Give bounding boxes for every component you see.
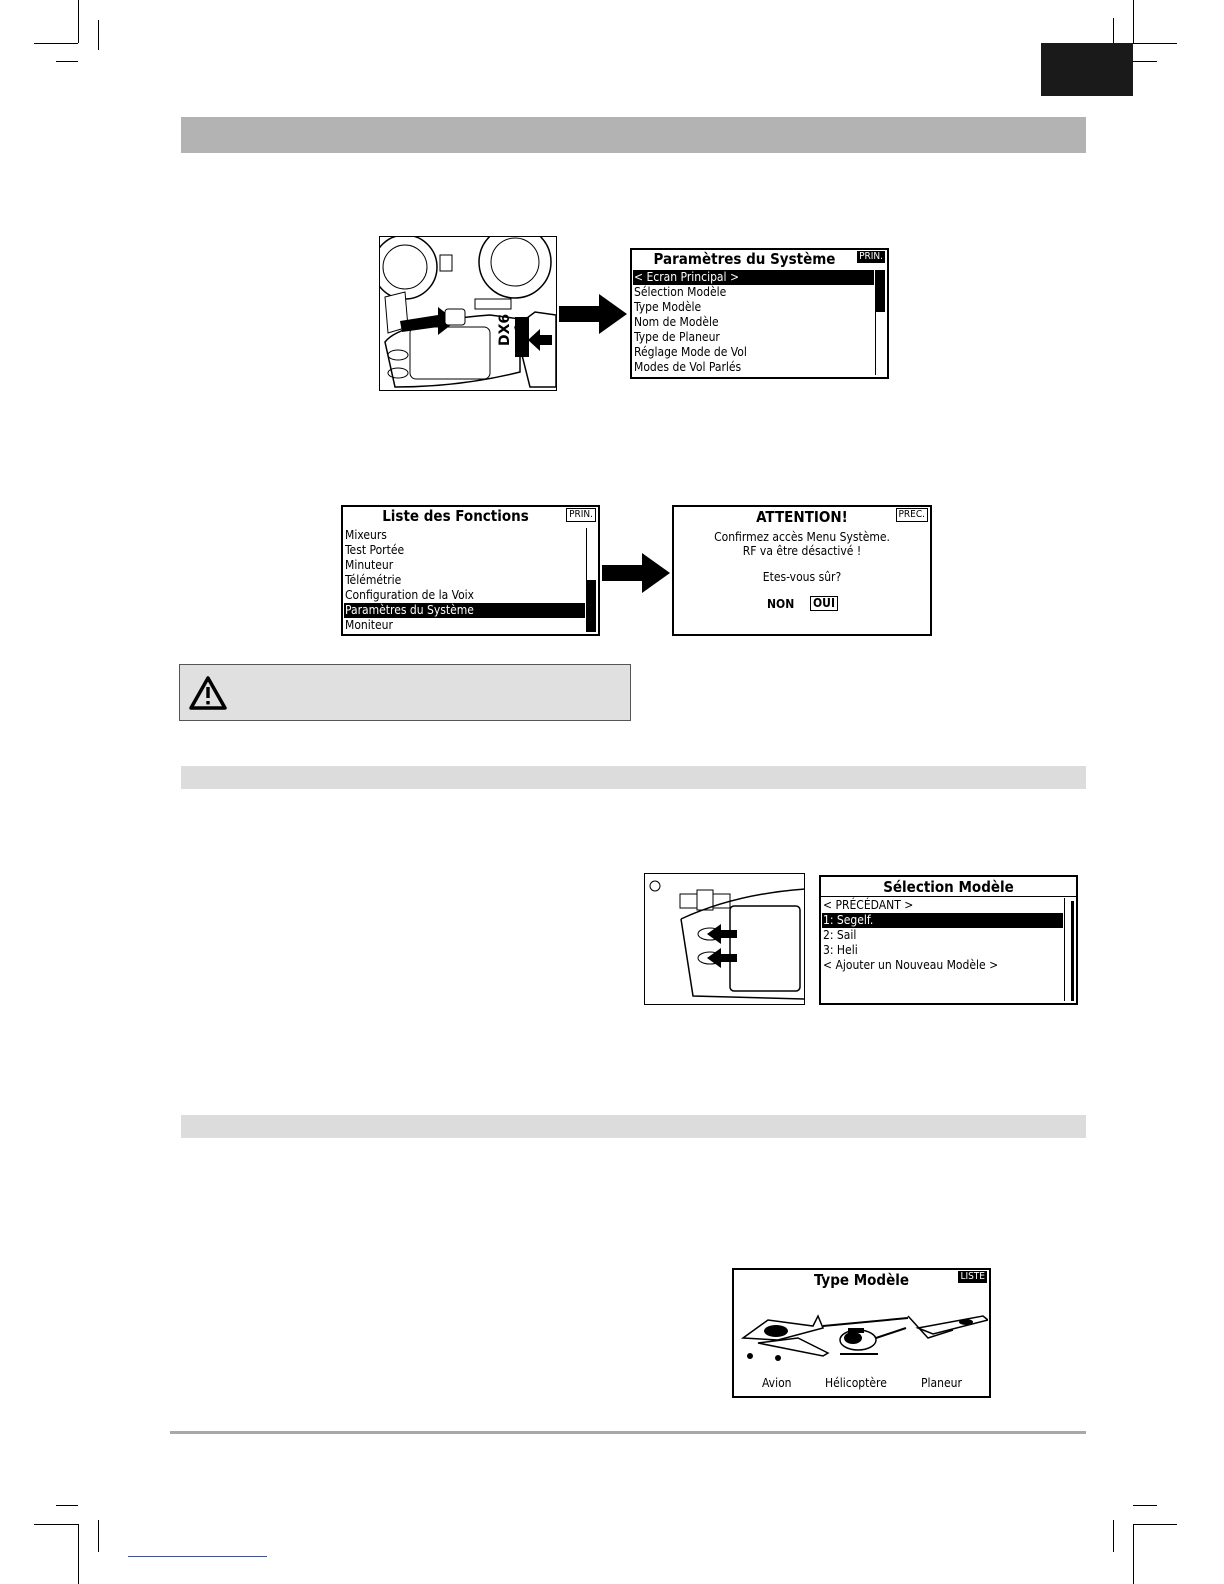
no-button[interactable]: NON (767, 597, 795, 611)
footer-rule (170, 1431, 1086, 1434)
menu-item[interactable]: Mixeurs (345, 528, 387, 542)
airplane-icon (743, 1316, 828, 1361)
crop-mark (98, 20, 99, 50)
menu-item[interactable]: 3: Heli (823, 943, 858, 957)
system-settings-list (633, 270, 874, 375)
crop-mark (56, 61, 78, 62)
model-select-screen (819, 875, 1078, 1005)
screen-title: Liste des Fonctions (382, 507, 529, 525)
menu-item[interactable]: Configuration de la Voix (345, 588, 475, 602)
menu-item[interactable]: Moniteur (345, 618, 393, 632)
scrollbar-thumb[interactable] (1071, 901, 1074, 1001)
yes-button[interactable]: OUI (810, 596, 838, 611)
transmitter-drawing (380, 237, 557, 391)
menu-item[interactable]: 1: Segelf. (822, 913, 1063, 928)
section-bar (181, 766, 1086, 789)
menu-item[interactable]: Réglage Mode de Vol (634, 345, 747, 359)
screen-title: Paramètres du Système (653, 250, 836, 268)
scrollbar[interactable] (875, 270, 885, 375)
model-select-list (822, 898, 1063, 973)
crop-mark (34, 43, 78, 44)
crop-mark (1133, 61, 1157, 62)
scrollbar-thumb[interactable] (587, 580, 596, 632)
model-type-option[interactable]: Hélicoptère (825, 1376, 887, 1390)
crop-mark (1133, 0, 1134, 43)
screen-title: ATTENTION! (756, 508, 848, 526)
transmitter-photo (379, 236, 557, 391)
glider-icon (908, 1316, 988, 1338)
scrollbar[interactable] (586, 528, 596, 632)
screen-badge[interactable]: PRIN. (859, 251, 883, 262)
arrow-right-icon (559, 294, 629, 334)
attention-screen (672, 505, 932, 636)
crop-mark (1133, 1524, 1177, 1525)
menu-item[interactable]: Modes de Vol Parlés (634, 360, 742, 374)
crop-mark (1133, 43, 1177, 44)
attention-line-1: Confirmez accès Menu Système. (714, 530, 890, 544)
page-tab (1041, 43, 1133, 96)
model-type-illustration (738, 1298, 988, 1368)
menu-item[interactable]: Sélection Modèle (634, 285, 727, 299)
screen-title: Sélection Modèle (883, 878, 1014, 896)
menu-item[interactable]: < Ecran Principal > (633, 270, 874, 285)
menu-item[interactable]: Type de Planeur (634, 330, 720, 344)
menu-item[interactable]: 2: Sail (823, 928, 857, 942)
menu-item[interactable]: Paramètres du Système (344, 603, 585, 618)
menu-item[interactable]: Type Modèle (634, 300, 702, 314)
section-header-bar (181, 117, 1086, 153)
title-divider (821, 896, 1076, 897)
crop-mark (1113, 1520, 1114, 1552)
screen-badge[interactable]: LISTE (960, 1271, 985, 1282)
attention-question: Etes-vous sûr? (762, 570, 842, 584)
warning-triangle-icon (188, 675, 228, 711)
model-type-option[interactable]: Avion (762, 1376, 792, 1390)
section-bar (181, 1115, 1086, 1138)
menu-item[interactable]: < PRÉCÉDANT > (823, 898, 914, 912)
warning-box (179, 664, 631, 721)
function-list (344, 528, 585, 633)
scrollbar[interactable] (1064, 898, 1074, 1001)
attention-line-2: RF va être désactivé ! (742, 544, 862, 558)
model-type-option[interactable]: Planeur (921, 1376, 962, 1390)
transmitter-model-label: DX6 (497, 313, 513, 346)
system-settings-screen (630, 248, 889, 379)
screen-badge[interactable]: PRIN. (566, 508, 596, 522)
crop-mark (1133, 1505, 1157, 1506)
crop-mark (1133, 1524, 1134, 1584)
screen-title: Type Modèle (813, 1271, 910, 1289)
function-list-screen (341, 505, 600, 636)
crop-mark (98, 1520, 99, 1552)
menu-item[interactable]: Nom de Modèle (634, 315, 719, 329)
crop-mark (78, 0, 79, 43)
helicopter-icon (823, 1318, 908, 1354)
crop-mark (56, 1505, 78, 1506)
menu-item[interactable]: Minuteur (345, 558, 394, 572)
transmitter-drawing (645, 874, 805, 1005)
menu-item[interactable]: Télémétrie (345, 573, 402, 587)
crop-mark (78, 1524, 79, 1584)
scrollbar-thumb[interactable] (876, 270, 885, 312)
transmitter-photo (644, 873, 805, 1005)
menu-item[interactable]: Test Portée (345, 543, 405, 557)
screen-badge[interactable]: PREC. (896, 508, 929, 522)
model-type-screen (732, 1268, 991, 1398)
arrow-right-icon (602, 553, 672, 593)
menu-item[interactable]: < Ajouter un Nouveau Modèle > (823, 958, 999, 972)
link-underline (128, 1556, 267, 1557)
crop-mark (34, 1524, 78, 1525)
